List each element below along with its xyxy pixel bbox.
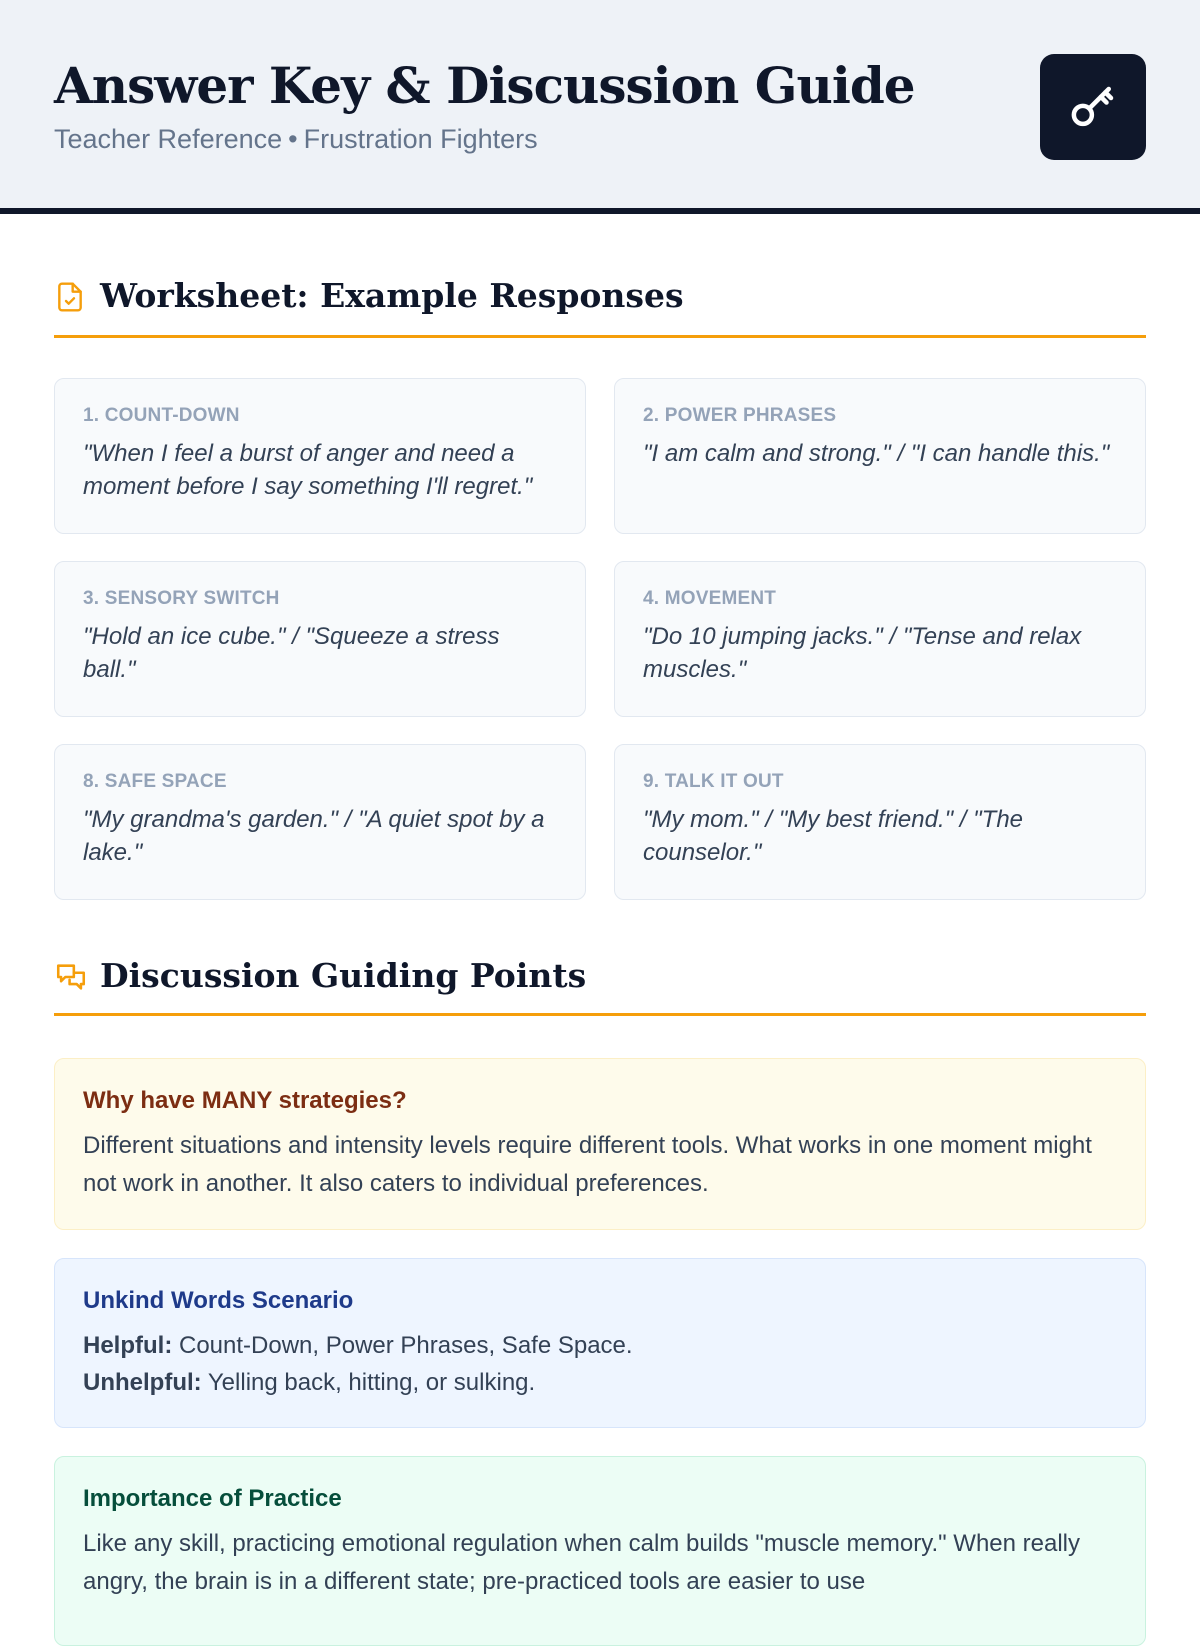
chat-bubbles-icon <box>54 960 88 994</box>
unhelpful-row <box>83 1364 1117 1401</box>
helpful-text: Count-Down, Power Phrases, Safe Space. <box>179 1332 633 1359</box>
callout-title: Unkind Words Scenario <box>83 1287 354 1314</box>
card-label: 9. TALK IT OUT <box>643 771 784 792</box>
file-check-icon <box>54 280 86 314</box>
card-response: "When I feel a burst of anger and need a moment before I say something I'll regret." <box>83 440 533 500</box>
unhelpful-label: Unhelpful: <box>83 1369 202 1396</box>
worksheet-section-title: Worksheet: Example Responses <box>100 276 684 315</box>
practice-callout <box>54 1456 1146 1646</box>
card-label: 4. MOVEMENT <box>643 588 777 609</box>
unkind-words-callout <box>54 1258 1146 1428</box>
callout-body: Different situations and intensity levels require different tools. What works in one moment might not work in another. It also caters to individual preferences. <box>83 1132 1092 1197</box>
subtitle-separator: • <box>288 124 298 154</box>
card-label: 3. SENSORY SWITCH <box>83 588 280 609</box>
response-card <box>614 561 1146 717</box>
response-card <box>54 378 586 534</box>
card-response: "Do 10 jumping jacks." / "Tense and relax muscles." <box>643 623 1082 683</box>
page-header <box>0 0 1200 214</box>
key-icon <box>1066 80 1120 134</box>
unhelpful-text: Yelling back, hitting, or sulking. <box>207 1369 536 1396</box>
card-response: "Hold an ice cube." / "Squeeze a stress ball." <box>83 623 500 683</box>
discussion-section-heading <box>54 956 1146 1016</box>
card-label: 8. SAFE SPACE <box>83 771 227 792</box>
card-label: 1. COUNT-DOWN <box>83 405 240 426</box>
page-subtitle <box>54 124 538 155</box>
response-card <box>614 744 1146 900</box>
card-label: 2. POWER PHRASES <box>643 405 837 426</box>
helpful-label: Helpful: <box>83 1332 173 1359</box>
response-card <box>614 378 1146 534</box>
callout-body: Like any skill, practicing emotional regulation when calm builds "muscle memory." When really angry, the brain is in a different state; pre-practiced tools are easier to use <box>83 1530 1081 1595</box>
worksheet-section-heading <box>54 276 1146 338</box>
card-response: "My grandma's garden." / "A quiet spot by a lake." <box>83 806 545 866</box>
why-strategies-callout <box>54 1058 1146 1230</box>
key-badge <box>1040 54 1146 160</box>
subtitle-series: Frustration Fighters <box>303 124 538 154</box>
response-card <box>54 561 586 717</box>
response-card <box>54 744 586 900</box>
discussion-section-title: Discussion Guiding Points <box>100 956 587 995</box>
card-response: "My mom." / "My best friend." / "The counselor." <box>643 806 1024 866</box>
subtitle-reference: Teacher Reference <box>54 124 283 154</box>
card-response: "I am calm and strong." / "I can handle this." <box>643 440 1110 467</box>
callout-title: Importance of Practice <box>83 1485 342 1512</box>
helpful-row <box>83 1327 1117 1364</box>
page-title: Answer Key & Discussion Guide <box>54 56 915 115</box>
callout-title: Why have MANY strategies? <box>83 1087 407 1114</box>
